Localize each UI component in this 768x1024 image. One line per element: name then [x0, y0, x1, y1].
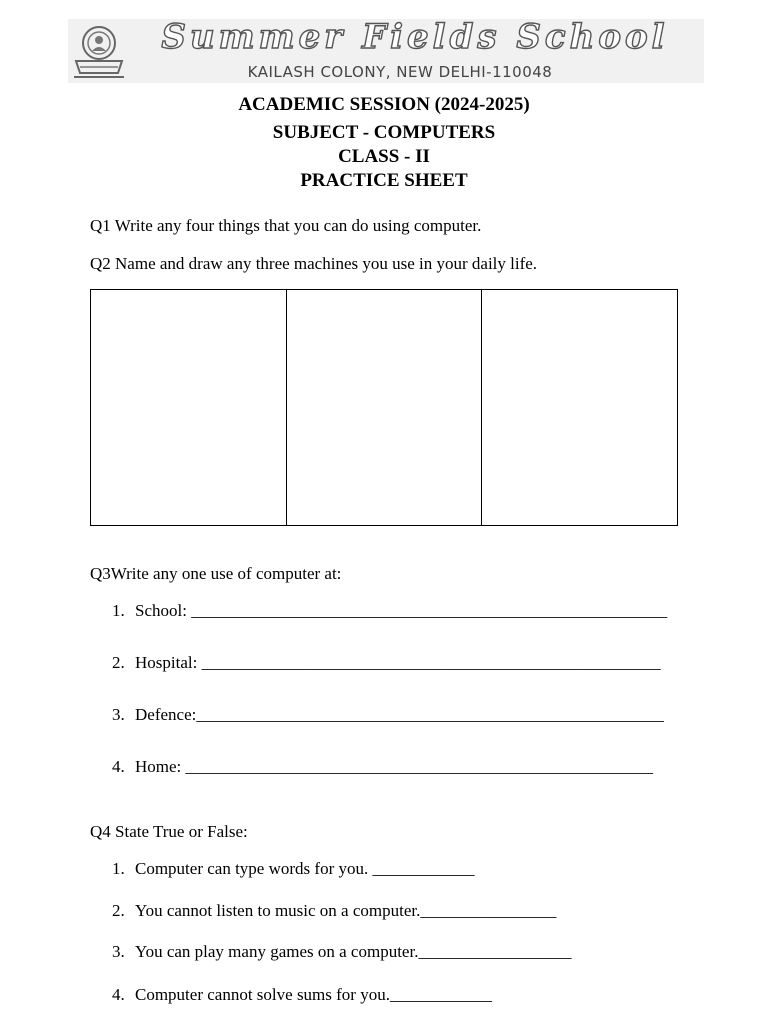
- list-number: 4.: [112, 985, 125, 1004]
- question-1: Q1 Write any four things that you can do using computer.: [90, 216, 482, 235]
- list-number: 1.: [112, 601, 125, 620]
- practice-sheet-heading: PRACTICE SHEET: [300, 170, 468, 191]
- q4-item-3: [112, 942, 571, 962]
- drawing-box-3[interactable]: [482, 290, 678, 526]
- class-heading: CLASS - II: [338, 146, 430, 167]
- question-2: Q2 Name and draw any three machines you use in your daily life.: [90, 254, 538, 273]
- answer-line[interactable]: School: ________________________________________________________: [135, 601, 668, 620]
- q3-item-school: [112, 601, 667, 621]
- school-name: Summer Fields School: [161, 19, 669, 57]
- answer-line[interactable]: You cannot listen to music on a computer.________________: [135, 901, 557, 920]
- school-banner: [68, 19, 704, 83]
- list-number: 2.: [112, 653, 125, 672]
- list-number: 3.: [112, 705, 125, 724]
- list-number: 2.: [112, 901, 125, 920]
- answer-line[interactable]: Hospital: ______________________________________________________: [135, 653, 661, 672]
- academic-session-heading: ACADEMIC SESSION (2024-2025): [238, 94, 530, 115]
- drawing-box-2[interactable]: [286, 290, 482, 526]
- q4-item-4: [112, 985, 492, 1005]
- school-address: KAILASH COLONY, NEW DELHI-110048: [247, 63, 553, 81]
- q4-item-1: [112, 859, 474, 879]
- list-number: 4.: [112, 757, 125, 776]
- q3-item-hospital: [112, 653, 661, 673]
- answer-line[interactable]: You can play many games on a computer.__________________: [135, 942, 572, 961]
- subject-heading: SUBJECT - COMPUTERS: [272, 122, 496, 143]
- q4-item-2: [112, 901, 556, 921]
- answer-line[interactable]: Defence:_______________________________________________________: [135, 705, 664, 724]
- answer-line[interactable]: Home: _______________________________________________________: [135, 757, 654, 776]
- answer-line[interactable]: Computer can type words for you. ____________: [135, 859, 475, 878]
- list-number: 3.: [112, 942, 125, 961]
- school-crest-icon: [70, 21, 128, 81]
- drawing-box-1[interactable]: [91, 290, 287, 526]
- q3-item-defence: [112, 705, 664, 725]
- answer-line[interactable]: Computer cannot solve sums for you.____________: [135, 985, 492, 1004]
- drawing-table: [90, 289, 678, 526]
- question-4: Q4 State True or False:: [90, 822, 248, 841]
- list-number: 1.: [112, 859, 125, 878]
- q3-item-home: [112, 757, 653, 777]
- question-3: Q3Write any one use of computer at:: [90, 564, 342, 583]
